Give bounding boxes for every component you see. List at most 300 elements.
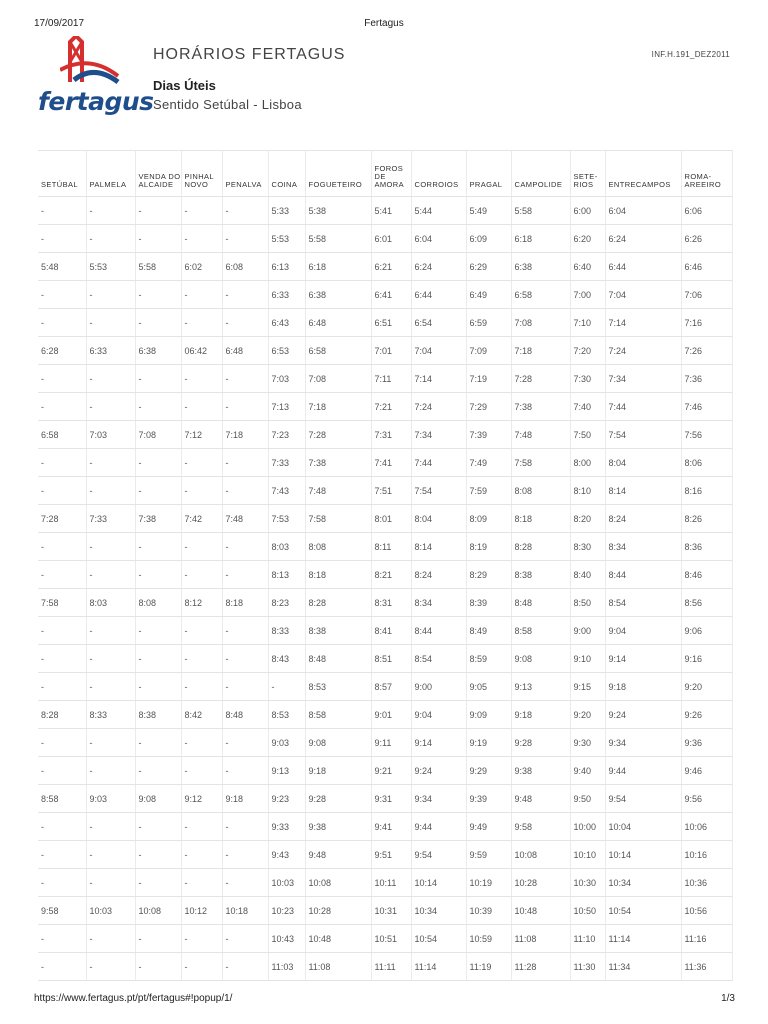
time-cell: - bbox=[181, 225, 222, 253]
time-cell: 6:29 bbox=[466, 253, 511, 281]
time-cell: 6:28 bbox=[38, 337, 86, 365]
time-cell: 8:28 bbox=[38, 701, 86, 729]
time-cell: 10:00 bbox=[570, 813, 605, 841]
table-row bbox=[38, 309, 732, 337]
time-cell: 10:23 bbox=[268, 897, 305, 925]
time-cell: 7:28 bbox=[511, 365, 570, 393]
time-cell: 9:08 bbox=[135, 785, 181, 813]
time-cell: 8:58 bbox=[305, 701, 371, 729]
fertagus-logo bbox=[38, 36, 154, 120]
column-header: CORROIOS bbox=[411, 151, 466, 197]
time-cell: 10:51 bbox=[371, 925, 411, 953]
time-cell: 6:33 bbox=[86, 337, 135, 365]
table-row bbox=[38, 729, 732, 757]
time-cell: 8:48 bbox=[222, 701, 268, 729]
time-cell: 9:44 bbox=[411, 813, 466, 841]
time-cell: 8:24 bbox=[411, 561, 466, 589]
time-cell: - bbox=[86, 309, 135, 337]
time-cell: 8:53 bbox=[268, 701, 305, 729]
table-row bbox=[38, 673, 732, 701]
time-cell: 7:38 bbox=[511, 393, 570, 421]
print-title: Fertagus bbox=[364, 18, 404, 29]
time-cell: 10:06 bbox=[681, 813, 732, 841]
time-cell: 7:24 bbox=[411, 393, 466, 421]
time-cell: 10:56 bbox=[681, 897, 732, 925]
table-row bbox=[38, 449, 732, 477]
time-cell: 11:11 bbox=[371, 953, 411, 981]
time-cell: - bbox=[181, 393, 222, 421]
time-cell: 7:56 bbox=[681, 421, 732, 449]
time-cell: 8:59 bbox=[466, 645, 511, 673]
time-cell: 7:14 bbox=[605, 309, 681, 337]
time-cell: 7:58 bbox=[511, 449, 570, 477]
time-cell: 8:54 bbox=[605, 589, 681, 617]
column-header: ENTRECAMPOS bbox=[605, 151, 681, 197]
time-cell: 5:53 bbox=[86, 253, 135, 281]
time-cell: 8:48 bbox=[305, 645, 371, 673]
time-cell: 7:04 bbox=[411, 337, 466, 365]
time-cell: 10:16 bbox=[681, 841, 732, 869]
time-cell: 9:50 bbox=[570, 785, 605, 813]
time-cell: 11:30 bbox=[570, 953, 605, 981]
time-cell: 6:02 bbox=[181, 253, 222, 281]
time-cell: 6:43 bbox=[268, 309, 305, 337]
time-cell: - bbox=[181, 673, 222, 701]
time-cell: 9:39 bbox=[466, 785, 511, 813]
time-cell: 10:14 bbox=[411, 869, 466, 897]
time-cell: 11:14 bbox=[605, 925, 681, 953]
time-cell: 7:16 bbox=[681, 309, 732, 337]
time-cell: - bbox=[86, 197, 135, 225]
time-cell: 8:16 bbox=[681, 477, 732, 505]
time-cell: 8:44 bbox=[411, 617, 466, 645]
time-cell: 6:51 bbox=[371, 309, 411, 337]
time-cell: 9:46 bbox=[681, 757, 732, 785]
time-cell: - bbox=[181, 729, 222, 757]
time-cell: - bbox=[222, 365, 268, 393]
time-cell: - bbox=[222, 925, 268, 953]
time-cell: 9:34 bbox=[411, 785, 466, 813]
time-cell: 9:33 bbox=[268, 813, 305, 841]
time-cell: - bbox=[181, 449, 222, 477]
time-cell: 7:33 bbox=[268, 449, 305, 477]
time-cell: 7:28 bbox=[305, 421, 371, 449]
time-cell: 9:30 bbox=[570, 729, 605, 757]
time-cell: - bbox=[222, 477, 268, 505]
time-cell: 8:34 bbox=[411, 589, 466, 617]
time-cell: - bbox=[38, 617, 86, 645]
time-cell: 10:59 bbox=[466, 925, 511, 953]
time-cell: 9:24 bbox=[411, 757, 466, 785]
time-cell: - bbox=[86, 365, 135, 393]
time-cell: 8:58 bbox=[511, 617, 570, 645]
time-cell: 9:11 bbox=[371, 729, 411, 757]
time-cell: 8:28 bbox=[511, 533, 570, 561]
time-cell: 6:44 bbox=[411, 281, 466, 309]
time-cell: 8:18 bbox=[511, 505, 570, 533]
page-number: 1/3 bbox=[721, 993, 735, 1004]
time-cell: 8:36 bbox=[681, 533, 732, 561]
time-cell: 5:38 bbox=[305, 197, 371, 225]
time-cell: 6:09 bbox=[466, 225, 511, 253]
time-cell: 6:58 bbox=[305, 337, 371, 365]
time-cell: 8:20 bbox=[570, 505, 605, 533]
time-cell: 9:14 bbox=[605, 645, 681, 673]
time-cell: 7:33 bbox=[86, 505, 135, 533]
time-cell: 10:43 bbox=[268, 925, 305, 953]
time-cell: 9:00 bbox=[570, 617, 605, 645]
time-cell: 6:24 bbox=[411, 253, 466, 281]
time-cell: 10:08 bbox=[305, 869, 371, 897]
time-cell: 5:58 bbox=[305, 225, 371, 253]
time-cell: 7:53 bbox=[268, 505, 305, 533]
time-cell: 7:12 bbox=[181, 421, 222, 449]
time-cell: 6:33 bbox=[268, 281, 305, 309]
column-header: PENALVA bbox=[222, 151, 268, 197]
time-cell: 9:10 bbox=[570, 645, 605, 673]
time-cell: - bbox=[222, 953, 268, 981]
time-cell: 7:20 bbox=[570, 337, 605, 365]
time-cell: 6:26 bbox=[681, 225, 732, 253]
column-header: FOGUETEIRO bbox=[305, 151, 371, 197]
time-cell: 7:03 bbox=[86, 421, 135, 449]
time-cell: - bbox=[38, 533, 86, 561]
time-cell: 5:41 bbox=[371, 197, 411, 225]
time-cell: 9:40 bbox=[570, 757, 605, 785]
time-cell: 7:38 bbox=[305, 449, 371, 477]
time-cell: 6:13 bbox=[268, 253, 305, 281]
time-cell: 9:16 bbox=[681, 645, 732, 673]
time-cell: 9:21 bbox=[371, 757, 411, 785]
time-cell: 9:43 bbox=[268, 841, 305, 869]
time-cell: - bbox=[135, 953, 181, 981]
time-cell: 7:59 bbox=[466, 477, 511, 505]
column-header: SETE-RIOS bbox=[570, 151, 605, 197]
time-cell: 9:18 bbox=[305, 757, 371, 785]
time-cell: - bbox=[38, 729, 86, 757]
time-cell: 6:44 bbox=[605, 253, 681, 281]
time-cell: - bbox=[181, 281, 222, 309]
time-cell: 11:36 bbox=[681, 953, 732, 981]
time-cell: - bbox=[135, 757, 181, 785]
time-cell: 7:43 bbox=[268, 477, 305, 505]
time-cell: - bbox=[86, 225, 135, 253]
time-cell: 6:04 bbox=[411, 225, 466, 253]
table-row bbox=[38, 701, 732, 729]
time-cell: 7:38 bbox=[135, 505, 181, 533]
time-cell: 9:26 bbox=[681, 701, 732, 729]
time-cell: 5:58 bbox=[135, 253, 181, 281]
time-cell: 7:18 bbox=[222, 421, 268, 449]
timetable-header bbox=[38, 151, 732, 197]
time-cell: 6:04 bbox=[605, 197, 681, 225]
time-cell: - bbox=[86, 729, 135, 757]
time-cell: 9:00 bbox=[411, 673, 466, 701]
time-cell: - bbox=[135, 925, 181, 953]
time-cell: 9:15 bbox=[570, 673, 605, 701]
time-cell: 7:24 bbox=[605, 337, 681, 365]
table-row bbox=[38, 253, 732, 281]
time-cell: 9:28 bbox=[511, 729, 570, 757]
time-cell: 9:20 bbox=[681, 673, 732, 701]
time-cell: 7:08 bbox=[135, 421, 181, 449]
time-cell: 5:58 bbox=[511, 197, 570, 225]
time-cell: 9:58 bbox=[38, 897, 86, 925]
time-cell: - bbox=[86, 477, 135, 505]
table-row bbox=[38, 561, 732, 589]
table-row bbox=[38, 589, 732, 617]
time-cell: 8:49 bbox=[466, 617, 511, 645]
column-header: CAMPOLIDE bbox=[511, 151, 570, 197]
time-cell: - bbox=[181, 813, 222, 841]
time-cell: 8:29 bbox=[466, 561, 511, 589]
time-cell: 7:58 bbox=[305, 505, 371, 533]
time-cell: 11:10 bbox=[570, 925, 605, 953]
time-cell: 8:10 bbox=[570, 477, 605, 505]
time-cell: 7:06 bbox=[681, 281, 732, 309]
time-cell: 9:20 bbox=[570, 701, 605, 729]
time-cell: - bbox=[38, 925, 86, 953]
time-cell: 7:54 bbox=[411, 477, 466, 505]
time-cell: - bbox=[222, 617, 268, 645]
time-cell: 8:21 bbox=[371, 561, 411, 589]
time-cell: 06:42 bbox=[181, 337, 222, 365]
time-cell: 7:03 bbox=[268, 365, 305, 393]
time-cell: 9:08 bbox=[305, 729, 371, 757]
time-cell: 10:18 bbox=[222, 897, 268, 925]
column-header: SETÚBAL bbox=[38, 151, 86, 197]
time-cell: 8:08 bbox=[305, 533, 371, 561]
time-cell: - bbox=[86, 813, 135, 841]
timetable bbox=[38, 150, 733, 981]
time-cell: - bbox=[86, 673, 135, 701]
time-cell: - bbox=[222, 449, 268, 477]
time-cell: - bbox=[86, 617, 135, 645]
time-cell: 5:49 bbox=[466, 197, 511, 225]
time-cell: 7:18 bbox=[511, 337, 570, 365]
time-cell: 9:29 bbox=[466, 757, 511, 785]
time-cell: 8:58 bbox=[38, 785, 86, 813]
time-cell: 6:18 bbox=[511, 225, 570, 253]
time-cell: 8:56 bbox=[681, 589, 732, 617]
time-cell: 10:54 bbox=[605, 897, 681, 925]
table-row bbox=[38, 421, 732, 449]
time-cell: - bbox=[181, 869, 222, 897]
time-cell: 7:31 bbox=[371, 421, 411, 449]
table-row bbox=[38, 281, 732, 309]
time-cell: 8:03 bbox=[86, 589, 135, 617]
time-cell: 11:34 bbox=[605, 953, 681, 981]
time-cell: - bbox=[222, 645, 268, 673]
time-cell: 10:48 bbox=[511, 897, 570, 925]
time-cell: 7:41 bbox=[371, 449, 411, 477]
time-cell: 7:28 bbox=[38, 505, 86, 533]
time-cell: 8:38 bbox=[511, 561, 570, 589]
time-cell: 6:24 bbox=[605, 225, 681, 253]
time-cell: 9:13 bbox=[268, 757, 305, 785]
time-cell: 8:08 bbox=[511, 477, 570, 505]
time-cell: 9:28 bbox=[305, 785, 371, 813]
time-cell: - bbox=[135, 365, 181, 393]
time-cell: - bbox=[86, 281, 135, 309]
table-row bbox=[38, 337, 732, 365]
time-cell: - bbox=[181, 757, 222, 785]
time-cell: - bbox=[86, 869, 135, 897]
time-cell: 7:09 bbox=[466, 337, 511, 365]
time-cell: 9:09 bbox=[466, 701, 511, 729]
time-cell: 7:29 bbox=[466, 393, 511, 421]
time-cell: 9:36 bbox=[681, 729, 732, 757]
time-cell: 11:14 bbox=[411, 953, 466, 981]
time-cell: 8:03 bbox=[268, 533, 305, 561]
time-cell: 9:41 bbox=[371, 813, 411, 841]
time-cell: - bbox=[222, 393, 268, 421]
time-cell: 8:38 bbox=[305, 617, 371, 645]
time-cell: 7:30 bbox=[570, 365, 605, 393]
time-cell: 10:10 bbox=[570, 841, 605, 869]
time-cell: 8:40 bbox=[570, 561, 605, 589]
time-cell: 10:12 bbox=[181, 897, 222, 925]
time-cell: - bbox=[135, 645, 181, 673]
time-cell: 8:12 bbox=[181, 589, 222, 617]
time-cell: 11:08 bbox=[305, 953, 371, 981]
table-row bbox=[38, 617, 732, 645]
time-cell: 8:44 bbox=[605, 561, 681, 589]
table-row bbox=[38, 785, 732, 813]
time-cell: 8:08 bbox=[135, 589, 181, 617]
time-cell: - bbox=[222, 197, 268, 225]
table-row bbox=[38, 533, 732, 561]
time-cell: 9:58 bbox=[511, 813, 570, 841]
time-cell: 9:44 bbox=[605, 757, 681, 785]
time-cell: 10:08 bbox=[511, 841, 570, 869]
logo-wordmark: fertagus bbox=[38, 87, 154, 116]
time-cell: 6:48 bbox=[305, 309, 371, 337]
time-cell: - bbox=[38, 841, 86, 869]
time-cell: 10:39 bbox=[466, 897, 511, 925]
time-cell: - bbox=[135, 225, 181, 253]
time-cell: - bbox=[222, 757, 268, 785]
time-cell: - bbox=[268, 673, 305, 701]
time-cell: 7:58 bbox=[38, 589, 86, 617]
time-cell: 7:36 bbox=[681, 365, 732, 393]
time-cell: - bbox=[38, 673, 86, 701]
page-url: https://www.fertagus.pt/pt/fertagus#!popup/1/ bbox=[34, 993, 233, 1004]
time-cell: 6:58 bbox=[38, 421, 86, 449]
header-row bbox=[38, 151, 732, 197]
table-row bbox=[38, 869, 732, 897]
time-cell: - bbox=[86, 953, 135, 981]
time-cell: 9:48 bbox=[305, 841, 371, 869]
time-cell: 5:53 bbox=[268, 225, 305, 253]
time-cell: - bbox=[38, 365, 86, 393]
time-cell: - bbox=[181, 925, 222, 953]
time-cell: 8:09 bbox=[466, 505, 511, 533]
time-cell: 10:28 bbox=[511, 869, 570, 897]
page-title: HORÁRIOS FERTAGUS bbox=[153, 46, 346, 63]
time-cell: 7:19 bbox=[466, 365, 511, 393]
time-cell: 8:04 bbox=[605, 449, 681, 477]
time-cell: - bbox=[222, 225, 268, 253]
time-cell: - bbox=[86, 757, 135, 785]
time-cell: 6:38 bbox=[511, 253, 570, 281]
time-cell: - bbox=[181, 197, 222, 225]
table-row bbox=[38, 925, 732, 953]
time-cell: 7:00 bbox=[570, 281, 605, 309]
time-cell: 9:54 bbox=[411, 841, 466, 869]
time-cell: 10:50 bbox=[570, 897, 605, 925]
time-cell: - bbox=[86, 393, 135, 421]
time-cell: 7:42 bbox=[181, 505, 222, 533]
time-cell: - bbox=[222, 841, 268, 869]
time-cell: 9:51 bbox=[371, 841, 411, 869]
time-cell: - bbox=[181, 365, 222, 393]
time-cell: 7:34 bbox=[605, 365, 681, 393]
time-cell: 11:28 bbox=[511, 953, 570, 981]
time-cell: 6:54 bbox=[411, 309, 466, 337]
time-cell: 9:13 bbox=[511, 673, 570, 701]
time-cell: - bbox=[135, 393, 181, 421]
column-header: VENDA DO ALCAIDE bbox=[135, 151, 181, 197]
time-cell: 6:49 bbox=[466, 281, 511, 309]
time-cell: 9:54 bbox=[605, 785, 681, 813]
time-cell: - bbox=[38, 561, 86, 589]
time-cell: 7:44 bbox=[411, 449, 466, 477]
time-cell: 9:12 bbox=[181, 785, 222, 813]
time-cell: 8:18 bbox=[305, 561, 371, 589]
time-cell: 6:48 bbox=[222, 337, 268, 365]
time-cell: 6:38 bbox=[135, 337, 181, 365]
time-cell: - bbox=[86, 841, 135, 869]
time-cell: 9:31 bbox=[371, 785, 411, 813]
time-cell: 10:36 bbox=[681, 869, 732, 897]
time-cell: 11:03 bbox=[268, 953, 305, 981]
table-row bbox=[38, 953, 732, 981]
time-cell: 7:49 bbox=[466, 449, 511, 477]
time-cell: 8:13 bbox=[268, 561, 305, 589]
time-cell: 8:39 bbox=[466, 589, 511, 617]
time-cell: 9:06 bbox=[681, 617, 732, 645]
time-cell: 10:11 bbox=[371, 869, 411, 897]
table-row bbox=[38, 505, 732, 533]
time-cell: - bbox=[38, 225, 86, 253]
time-cell: 9:05 bbox=[466, 673, 511, 701]
column-header: PRAGAL bbox=[466, 151, 511, 197]
time-cell: 5:44 bbox=[411, 197, 466, 225]
column-header: PALMELA bbox=[86, 151, 135, 197]
time-cell: 6:00 bbox=[570, 197, 605, 225]
time-cell: 8:53 bbox=[305, 673, 371, 701]
time-cell: 7:23 bbox=[268, 421, 305, 449]
time-cell: 7:46 bbox=[681, 393, 732, 421]
table-row bbox=[38, 645, 732, 673]
time-cell: - bbox=[135, 729, 181, 757]
time-cell: 9:34 bbox=[605, 729, 681, 757]
time-cell: 7:44 bbox=[605, 393, 681, 421]
time-cell: - bbox=[38, 757, 86, 785]
time-cell: 8:48 bbox=[511, 589, 570, 617]
time-cell: 8:01 bbox=[371, 505, 411, 533]
time-cell: - bbox=[86, 645, 135, 673]
time-cell: - bbox=[38, 645, 86, 673]
time-cell: - bbox=[86, 533, 135, 561]
time-cell: 10:03 bbox=[86, 897, 135, 925]
time-cell: 8:34 bbox=[605, 533, 681, 561]
time-cell: - bbox=[135, 281, 181, 309]
time-cell: 9:56 bbox=[681, 785, 732, 813]
time-cell: 8:54 bbox=[411, 645, 466, 673]
time-cell: - bbox=[181, 309, 222, 337]
